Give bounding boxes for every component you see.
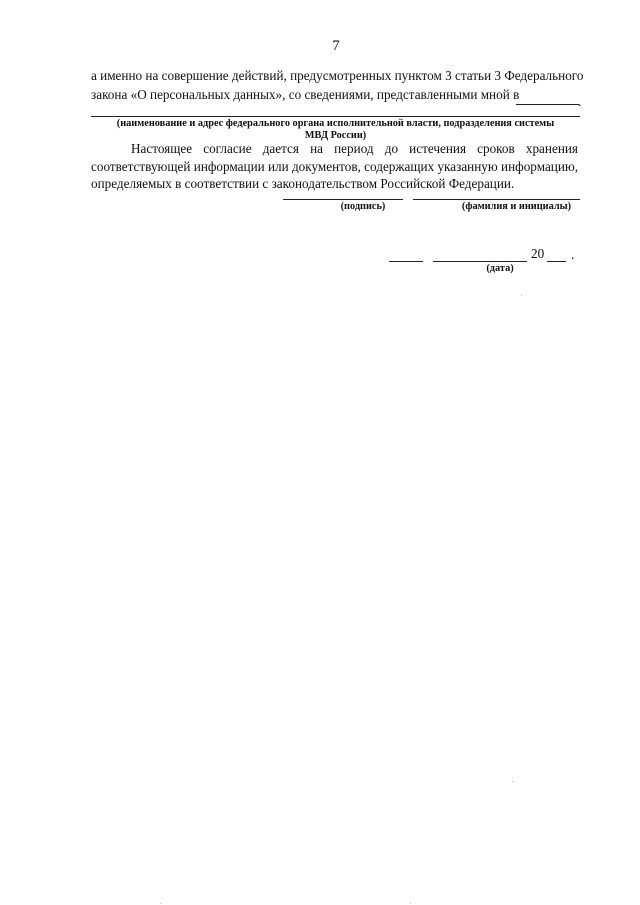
authority-caption-line-2: МВД России) — [304, 130, 367, 141]
intro-line-1: а именно на совершение действий, предусмотренных пунктом 3 статьи 3 Федерального — [91, 68, 584, 83]
signature-line — [283, 199, 403, 200]
date-day-line — [389, 261, 423, 262]
date-year-prefix: 20 — [531, 246, 545, 261]
authority-caption-line-1: (наименование и адрес федерального органа исполнительной власти, подразделения системы — [116, 118, 555, 129]
consent-line-2: соответствующей информации или документов, содержащих указанную информацию, — [91, 159, 579, 174]
date-trailing-dot: . — [571, 247, 575, 262]
consent-line-1: Настоящее согласие дается на период до истечения сроков хранения — [131, 141, 578, 156]
scan-speck — [512, 781, 513, 782]
scan-speck — [410, 903, 411, 904]
signature-caption: (подпись) — [340, 201, 386, 212]
name-caption: (фамилия и инициалы) — [461, 201, 572, 212]
intro-line-2: закона «О персональных данных», со сведениями, представленными мной в — [91, 87, 520, 102]
authority-fill-in-line — [91, 116, 580, 117]
page-number: 7 — [332, 38, 340, 54]
date-year-line — [547, 261, 566, 262]
intro-trailing-dot: . — [578, 94, 582, 109]
scan-speck — [160, 903, 161, 904]
date-caption: (дата) — [486, 263, 514, 274]
consent-line-3: определяемых в соответствии с законодательством Российской Федерации. — [91, 176, 515, 191]
date-month-line — [433, 261, 527, 262]
fill-in-line-end — [516, 104, 579, 105]
scan-speck — [521, 295, 522, 296]
name-line — [413, 199, 580, 200]
